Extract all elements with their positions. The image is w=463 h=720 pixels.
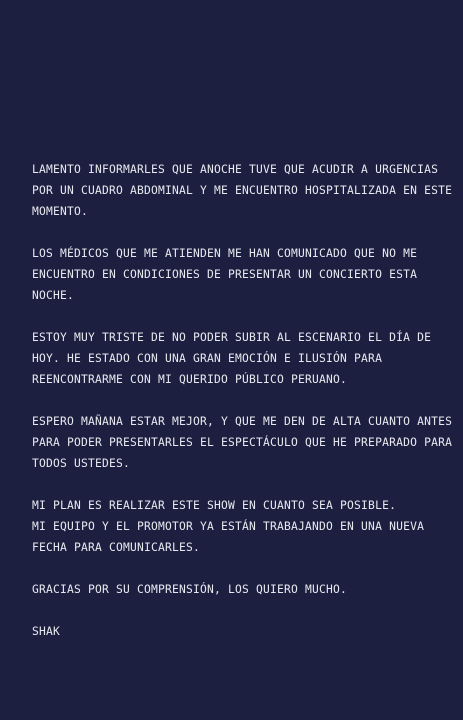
text-line: NOCHE.: [32, 289, 75, 302]
paragraph-plan: [32, 495, 452, 558]
text-line: MI PLAN ES REALIZAR ESTE SHOW EN CUANTO SEA POSIBLE.: [32, 499, 397, 512]
text-line: LOS MÉDICOS QUE ME ATIENDEN ME HAN COMUNICADO QUE NO ME: [32, 247, 418, 260]
text-line: ESTOY MUY TRISTE DE NO PODER SUBIR AL ESCENARIO EL DÍA DE: [32, 331, 432, 344]
text-line: FECHA PARA COMUNICARLES.: [32, 541, 201, 554]
text-line: POR UN CUADRO ABDOMINAL Y ME ENCUENTRO HOSPITALIZADA EN ESTE: [32, 184, 453, 197]
paragraph-hospitalization: [32, 159, 452, 222]
text-line: ESPERO MAÑANA ESTAR MEJOR, Y QUE ME DEN DE ALTA CUANTO ANTES: [32, 415, 453, 428]
text-line: MOMENTO.: [32, 205, 89, 218]
text-line: HOY. HE ESTADO CON UNA GRAN EMOCIÓN E ILUSIÓN PARA: [32, 352, 383, 365]
signature: [32, 621, 452, 642]
paragraph-sadness: [32, 327, 452, 390]
statement: [32, 159, 452, 663]
text-line: ENCUENTRO EN CONDICIONES DE PRESENTAR UN CONCIERTO ESTA: [32, 268, 418, 281]
text-line: MI EQUIPO Y EL PROMOTOR YA ESTÁN TRABAJANDO EN UNA NUEVA: [32, 520, 425, 533]
signature-text: SHAK: [32, 625, 61, 638]
text-line: LAMENTO INFORMARLES QUE ANOCHE TUVE QUE ACUDIR A URGENCIAS: [32, 163, 439, 176]
paragraph-doctors: [32, 243, 452, 306]
paragraph-hope: [32, 411, 452, 474]
text-line: REENCONTRARME CON MI QUERIDO PÚBLICO PERUANO.: [32, 373, 348, 386]
text-line: PARA PODER PRESENTARLES EL ESPECTÁCULO QUE HE PREPARADO PARA: [32, 436, 453, 449]
text-line: TODOS USTEDES.: [32, 457, 131, 470]
paragraph-thanks: [32, 579, 452, 600]
text-line: GRACIAS POR SU COMPRENSIÓN, LOS QUIERO MUCHO.: [32, 583, 348, 596]
